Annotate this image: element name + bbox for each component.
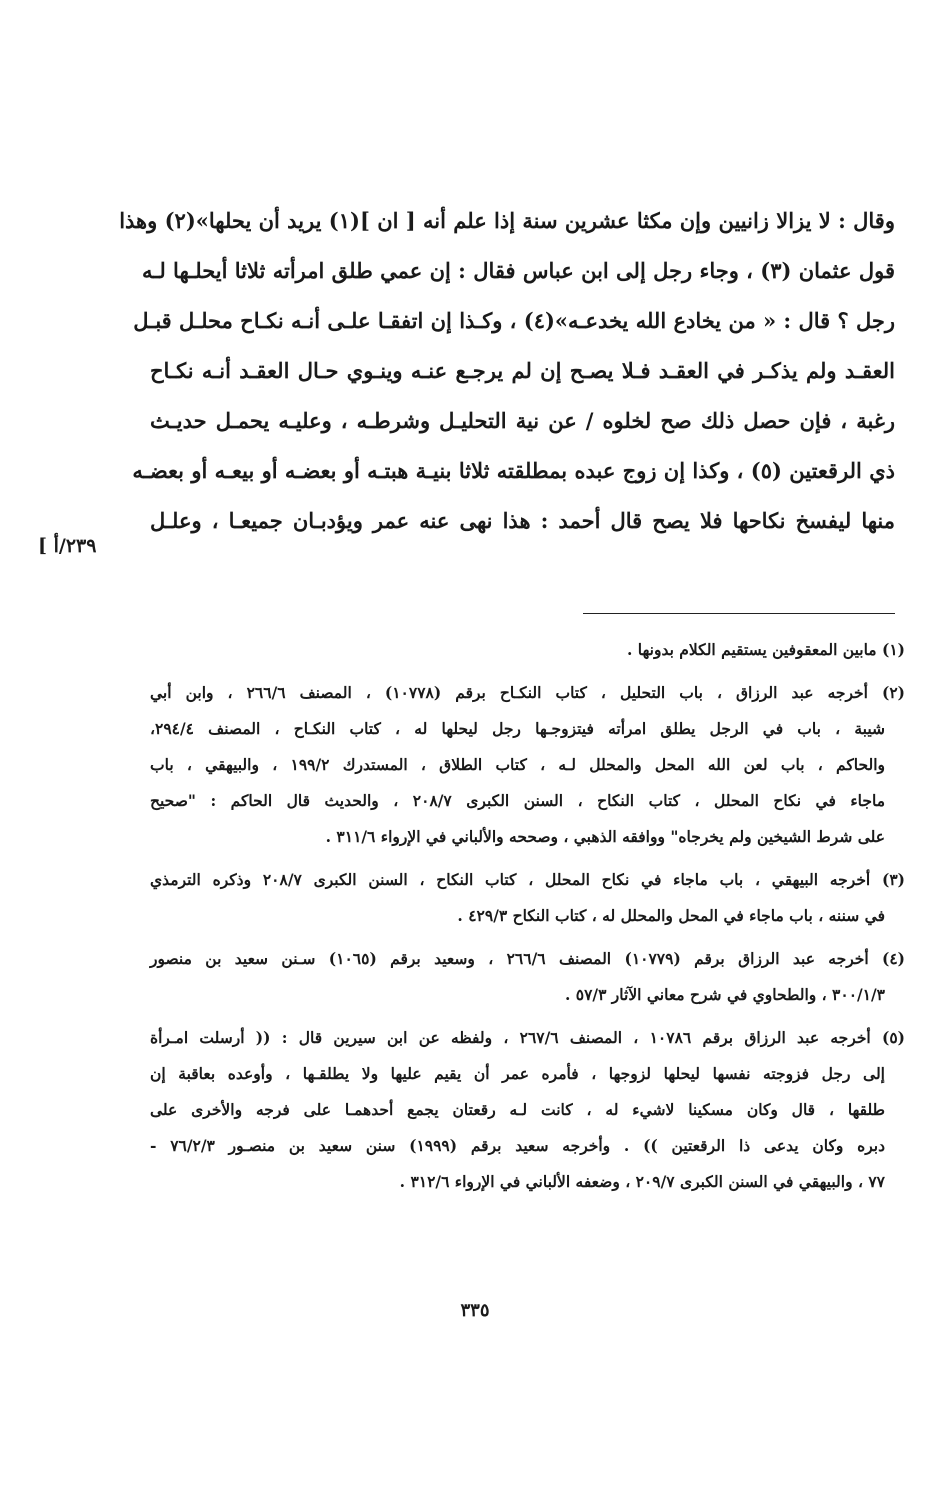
main-line-1: وقال : لا يزالا زانيين وإن مكثا عشرين سنة إذا علم أنه [ ان ](١) يريد أن يحلها»(٢) وهذا xyxy=(119,208,895,233)
main-text xyxy=(119,196,895,546)
footnote-line: ٧٧ ، والبيهقي في السنن الكبرى ٢٠٩/٧ ، وضعفه الألباني في الإرواء ٣١٢/٦ . xyxy=(399,1172,885,1191)
footnote-2 xyxy=(150,675,905,855)
main-line-6: ذي الرقعتين (٥) ، وكذا إن زوج عبده بمطلقته ثلاثا بنيـة هبتـه أو بعضـه أو بيعـه أو بعضـه xyxy=(132,458,895,483)
footnote-line: (٢) أخرجه عبد الرزاق ، باب التحليل ، كتاب النكـاح برقم (١٠٧٧٨) ، المصنف ٢٦٦/٦ ، وابن أبي xyxy=(150,683,905,702)
footnote-line: على شرط الشيخين ولم يخرجاه" ووافقه الذهبي ، وصححه والألباني في الإرواء ٣١١/٦ . xyxy=(325,827,885,846)
footnote-line: في سننه ، باب ماجاء في المحل والمحلل له ، كتاب النكاح ٤٢٩/٣ . xyxy=(457,906,885,925)
footnote-4 xyxy=(150,941,905,1013)
main-line-2: قول عثمان (٣) ، وجاء رجل إلى ابن عباس فقال : إن عمي طلق امرأته ثلاثا أيحلـها لـه xyxy=(141,258,895,283)
page-number: ٣٣٥ xyxy=(460,1300,490,1321)
footnote-1 xyxy=(150,632,905,668)
manuscript-folio-marker: [ ٢٣٩/أ xyxy=(38,535,97,557)
footnote-line: والحاكم ، باب لعن الله المحل والمحلل لـه ، كتاب الطلاق ، المستدرك ١٩٩/٢ ، والبيهقي ، باب xyxy=(150,755,885,774)
footnotes xyxy=(150,632,905,1207)
footnote-line: (١) مابين المعقوفين يستقيم الكلام بدونها . xyxy=(627,640,905,659)
footnote-line: (٥) أخرجه عبد الرزاق برقم ١٠٧٨٦ ، المصنف ٢٦٧/٦ ، ولفظه عن ابن سيرين قال : (( أرسلت امـرأة xyxy=(150,1028,905,1047)
main-line-4: العقـد ولم يذكـر في العقـد فـلا يصـح إن لم يرجـع عنـه وينـوي حـال العقـد أنـه نكـاح xyxy=(150,358,895,383)
footnote-line: شيبة ، باب في الرجل يطلق امرأته فيتزوجـها رجل ليحلها له ، كتاب النكـاح ، المصنف ٢٩٤/٤، xyxy=(150,719,885,738)
footnote-line: إلى رجل فزوجته نفسها ليحلها لزوجها ، فأمره عمر أن يقيم عليها ولا يطلقـها ، وأوعده بعاقبة إن xyxy=(150,1064,885,1083)
main-line-7: منها ليفسخ نكاحها فلا يصح قال أحمد : هذا نهى عنه عمر ويؤدبـان جميعـا ، وعلـل xyxy=(150,508,895,533)
main-line-5: رغبة ، فإن حصل ذلك صح لخلوه / عن نية التحليـل وشرطـه ، وعليـه يحمـل حديـث xyxy=(150,408,895,433)
footnote-line: طلقها ، قال وكان مسكينا لاشيء له ، كانت لـه رقعتان يجمع أحدهمـا على فرجه والأخرى على xyxy=(150,1100,885,1119)
footnote-line: ماجاء في نكاح المحلل ، كتاب النكاح ، السنن الكبرى ٢٠٨/٧ ، والحديث قال الحاكم : "صحيح xyxy=(150,791,886,810)
footnote-line: (٤) أخرجه عبد الرزاق برقم (١٠٧٧٩) المصنف ٢٦٦/٦ ، وسعيد برقم (١٠٦٥) سـنن سعيد بن منصور xyxy=(150,949,906,968)
footnote-line: ٣٠٠/١/٣ ، والطحاوي في شرح معاني الآثار ٥٧/٣ . xyxy=(564,985,885,1004)
footnote-separator xyxy=(583,613,895,614)
main-line-3: رجل ؟ قال : « من يخادع الله يخدعـه»(٤) ، وكـذا إن اتفقـا علـى أنـه نكـاح محلـل قبـل xyxy=(133,308,895,333)
footnote-3 xyxy=(150,862,905,934)
footnote-line: دبره وكان يدعى ذا الرقعتين )) . وأخرجه سعيد برقم (١٩٩٩) سنن سعيد بن منصـور ٧٦/٢/٣ - xyxy=(150,1136,885,1155)
footnote-5 xyxy=(150,1020,905,1200)
footnote-line: (٣) أخرجه البيهقي ، باب ماجاء في نكاح المحلل ، كتاب النكاح ، السنن الكبرى ٢٠٨/٧ وذكره الترمذي xyxy=(150,870,905,889)
